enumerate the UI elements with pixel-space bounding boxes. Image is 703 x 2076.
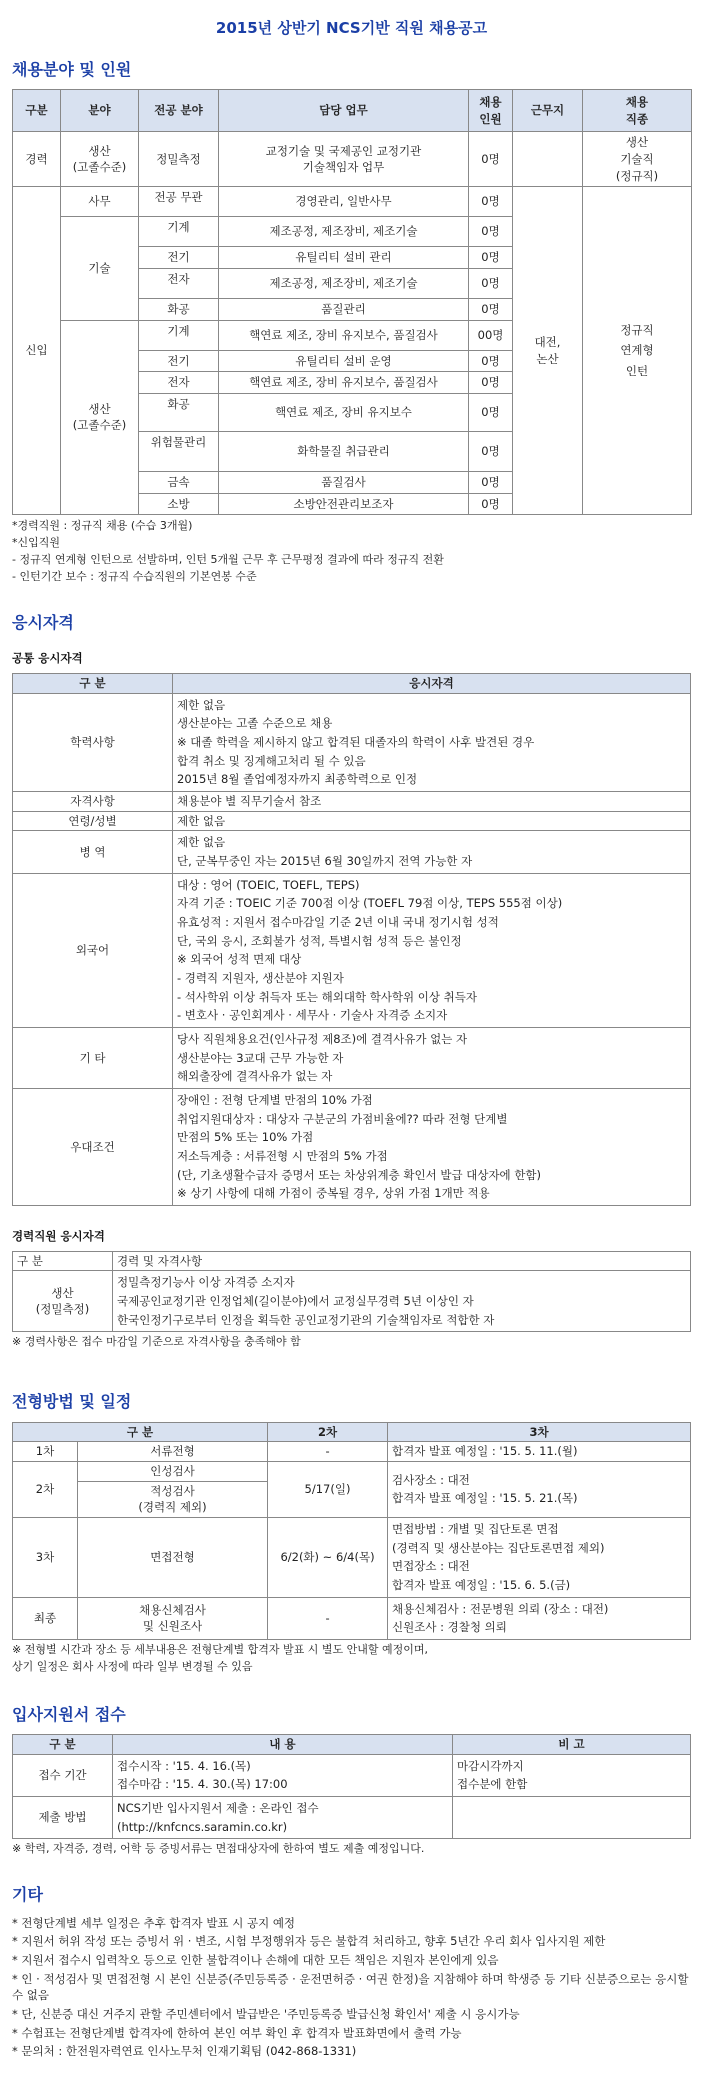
etc-item: * 수험표는 전형단계별 합격자에 한하여 본인 여부 확인 후 합격자 발표화면에서 출력 가능 (12, 2025, 462, 2040)
etc-item: * 인 · 적성검사 및 면접전형 시 본인 신분증(주민등록증 · 운전면허증 · 여권 한정)을 지참해야 하며 학생증 등 기타 신분증으로는 응시할 수 없음 (12, 1971, 689, 2003)
stage-cell: 3차 (13, 1517, 78, 1597)
date-cell: 5/17(일) (268, 1461, 388, 1517)
major-cell: 금속 (139, 471, 219, 493)
exp-line: 정밀측정기능사 이상 자격증 소지자 (117, 1275, 295, 1290)
qual-content (173, 873, 691, 1027)
col-header: 3차 (388, 1422, 691, 1442)
note-line: - 인턴기간 보수 : 정규직 수습직원의 기본연봉 수준 (12, 570, 257, 584)
col-header: 채용 직종 (583, 89, 692, 131)
duty-cell: 품질검사 (219, 471, 469, 493)
info-line: 합격자 발표 예정일 : '15. 6. 5.(금) (392, 1577, 571, 1592)
count-cell: 0명 (469, 431, 513, 471)
note-line: - 정규직 연계형 인턴으로 선발하며, 인턴 5개월 근무 후 근무평정 결과에 따라 정규직 전환 (12, 553, 444, 567)
type-cell: 정규직 연계형 인턴 (583, 187, 692, 515)
stage-name-cell: 면접전형 (78, 1517, 268, 1597)
table-row (13, 1442, 691, 1462)
field-cell: 기술 (61, 217, 139, 320)
qual-label: 학력사항 (13, 693, 173, 791)
exp-qual-title: 경력직원 응시자격 (12, 1229, 105, 1244)
qual-content: 제한 없음 (173, 811, 691, 831)
exp-qual-table (12, 1251, 691, 1333)
duty-cell: 유틸리티 설비 관리 (219, 247, 469, 269)
qual-line: - 변호사 · 공인회계사 · 세무사 · 기술사 자격증 소지자 (177, 1008, 448, 1023)
qual-label: 병 역 (13, 831, 173, 873)
table-row (13, 1797, 691, 1839)
qual-line: 합격 취소 및 징계해고처리 될 수 있음 (177, 753, 366, 768)
major-cell: 소방 (139, 493, 219, 515)
stage-name-cell: 인성검사 (78, 1461, 268, 1481)
col-header: 구 분 (13, 673, 173, 693)
note-line: *신입직원 (12, 536, 61, 550)
table-row (13, 811, 691, 831)
col-header: 담당 업무 (219, 89, 469, 131)
stage-cell: 최종 (13, 1597, 78, 1639)
qual-line: - 석사학위 이상 취득자 또는 해외대학 학사학위 이상 취득자 (177, 989, 478, 1004)
major-cell: 전기 (139, 350, 219, 372)
apply-line: NCS기반 입사지원서 제출 : 온라인 접수 (117, 1801, 319, 1816)
table-row (13, 831, 691, 873)
table-row (13, 1517, 691, 1597)
exp-line: 국제공인교정기관 인정업체(길이분야)에서 교정실무경력 5년 이상인 자 (117, 1294, 474, 1309)
count-cell: 0명 (469, 493, 513, 515)
count-cell: 0명 (469, 393, 513, 431)
qual-line: ※ 상기 사항에 대해 가점이 중복될 경우, 상위 가점 1개만 적용 (177, 1186, 490, 1201)
stage-name-cell: 적성검사 (경력직 제외) (78, 1481, 268, 1517)
major-cell: 전자 (139, 268, 219, 298)
etc-item: * 지원서 접수시 입력착오 등으로 인한 불합격이나 손해에 대한 모든 책임은 지원자 본인에게 있음 (12, 1952, 499, 1967)
location-cell: 대전, 논산 (513, 187, 583, 515)
qual-content: 채용분야 별 직무기술서 참조 (173, 791, 691, 811)
duty-cell: 품질관리 (219, 298, 469, 320)
duty-cell: 경영관리, 일반사무 (219, 187, 469, 217)
qual-label: 연령/성별 (13, 811, 173, 831)
count-cell: 0명 (469, 298, 513, 320)
qual-content (173, 1089, 691, 1206)
info-line: 면접장소 : 대전 (392, 1559, 470, 1574)
major-cell: 정밀측정 (139, 132, 219, 187)
table-row (13, 187, 692, 217)
duty-cell: 화학물질 취급관리 (219, 431, 469, 471)
table-row (13, 132, 692, 187)
table-row (13, 1754, 691, 1796)
gubun-cell: 신입 (13, 187, 61, 515)
table-row (13, 1089, 691, 1206)
etc-item: * 문의처 : 한전원자력연료 인사노무처 인재기획팀 (042-868-1331) (12, 2044, 357, 2059)
info-cell (388, 1517, 691, 1597)
stage-name-cell: 서류전형 (78, 1442, 268, 1462)
count-cell: 0명 (469, 350, 513, 372)
date-cell: - (268, 1597, 388, 1639)
col-header: 2차 (268, 1422, 388, 1442)
stage-name-cell: 채용신체검사 및 신원조사 (78, 1597, 268, 1639)
section-title-apply: 입사지원서 접수 (12, 1704, 126, 1724)
col-header: 구 분 (13, 1422, 268, 1442)
qual-line: 대상 : 영어 (TOEIC, TOEFL, TEPS) (177, 877, 360, 892)
recruit-notes (12, 518, 691, 585)
major-cell: 전기 (139, 247, 219, 269)
major-cell: 위험물관리 (139, 431, 219, 471)
count-cell: 0명 (469, 132, 513, 187)
field-cell: 생산 (고졸수준) (61, 320, 139, 515)
qual-line: 생산분야는 3교대 근무 가능한 자 (177, 1050, 344, 1065)
count-cell: 0명 (469, 471, 513, 493)
section-title-recruit: 채용분야 및 인원 (12, 59, 132, 79)
col-header: 근무지 (513, 89, 583, 131)
etc-item: * 지원서 허위 작성 또는 증빙서 위 · 변조, 시험 부정행위자 등은 불합격 처리하고, 향후 5년간 우리 회사 입사지원 제한 (12, 1934, 606, 1949)
qual-label: 외국어 (13, 873, 173, 1027)
count-cell: 0명 (469, 268, 513, 298)
qual-line: 단, 국외 응시, 조회불가 성적, 특별시험 성적 등은 불인정 (177, 933, 462, 948)
qual-line: - 경력직 지원자, 생산분야 지원자 (177, 971, 344, 986)
common-qual-table (12, 673, 691, 1206)
qual-line: 제한 없음 (177, 835, 226, 850)
qual-line: 2015년 8월 졸업예정자까지 최종학력으로 인정 (177, 772, 418, 787)
col-header: 응시자격 (173, 673, 691, 693)
date-cell: - (268, 1442, 388, 1462)
col-header: 경력 및 자격사항 (113, 1251, 691, 1271)
location-cell (513, 132, 583, 187)
major-cell: 화공 (139, 298, 219, 320)
qual-line: 해외출장에 결격사유가 없는 자 (177, 1069, 333, 1084)
count-cell: 0명 (469, 187, 513, 217)
recruit-table (12, 89, 692, 515)
info-line: 합격자 발표 예정일 : '15. 5. 21.(목) (392, 1491, 578, 1506)
qual-content (173, 693, 691, 791)
col-header: 내 용 (113, 1735, 453, 1755)
apply-line: 접수시작 : '15. 4. 16.(목) (117, 1758, 251, 1773)
col-header: 구 분 (13, 1251, 113, 1271)
info-line: 검사장소 : 대전 (392, 1472, 470, 1487)
table-row (13, 791, 691, 811)
page-title: 2015년 상반기 NCS기반 직원 채용공고 (215, 19, 488, 37)
qual-line: 자격 기준 : TOEIC 기준 700점 이상 (TOEFL 79점 이상, TEPS 555점 이상) (177, 896, 563, 911)
count-cell: 00명 (469, 320, 513, 350)
exp-line: 한국인정기구로부터 인정을 획득한 공인교정기관의 기술책임자로 적합한 자 (117, 1312, 495, 1327)
qual-line: 취업지원대상자 : 대상자 구분군의 가점비율에?? 따라 전형 단계별 (177, 1111, 508, 1126)
table-row (13, 1461, 691, 1481)
qual-line: 유효성적 : 지원서 접수마감일 기준 2년 이내 국내 정기시험 성적 (177, 915, 499, 929)
apply-header-row (13, 1735, 691, 1755)
field-cell: 생산 (고졸수준) (61, 132, 139, 187)
info-cell (388, 1461, 691, 1517)
duty-cell: 소방안전관리보조자 (219, 493, 469, 515)
info-line: 채용신체검사 : 전문병원 의뢰 (장소 : 대전) (392, 1601, 609, 1616)
qual-content (173, 1028, 691, 1089)
section-title-process: 전형방법 및 일정 (12, 1392, 132, 1412)
apply-line: 접수마감 : '15. 4. 30.(목) 17:00 (117, 1777, 288, 1792)
duty-cell: 핵연료 제조, 장비 유지보수 (219, 393, 469, 431)
duty-cell: 교정기술 및 국제공인 교정기관 기술책임자 업무 (219, 132, 469, 187)
qual-line: 제한 없음 (177, 697, 226, 712)
table-row (13, 1271, 691, 1332)
process-table (12, 1422, 691, 1640)
info-line: (경력직 및 생산분야는 집단토론면접 제외) (392, 1540, 605, 1555)
qual-line: 당사 직원채용요건(인사규정 제8조)에 결격사유가 없는 자 (177, 1032, 468, 1047)
duty-cell: 핵연료 제조, 장비 유지보수, 품질검사 (219, 372, 469, 394)
etc-item: * 단, 신분증 대신 거주지 관할 주민센터에서 발급받은 '주민등록증 발급신청 확인서' 제출 시 응시가능 (12, 2006, 520, 2021)
duty-cell: 유틸리티 설비 운영 (219, 350, 469, 372)
etc-list (12, 1915, 691, 2060)
apply-line: 마감시각까지 (457, 1758, 524, 1773)
qual-label: 자격사항 (13, 791, 173, 811)
major-cell: 기계 (139, 217, 219, 247)
apply-url: (http://knfcncs.saramin.co.kr) (117, 1819, 288, 1834)
section-title-qualification: 응시자격 (12, 613, 74, 633)
qual-header-row (13, 673, 691, 693)
count-cell: 0명 (469, 247, 513, 269)
col-header: 비 고 (453, 1735, 691, 1755)
note-line: *경력직원 : 정규직 채용 (수습 3개월) (12, 519, 193, 533)
qual-line: ※ 외국어 성적 면제 대상 (177, 952, 302, 967)
apply-note: ※ 학력, 자격증, 경력, 어학 등 증빙서류는 면접대상자에 한하여 별도 제출 예정입니다. (12, 1842, 425, 1856)
qual-line: 단, 군복무중인 자는 2015년 6월 30일까지 전역 가능한 자 (177, 853, 473, 868)
table-row (13, 1028, 691, 1089)
apply-content (113, 1797, 453, 1839)
process-notes (12, 1642, 691, 1675)
qual-label: 기 타 (13, 1028, 173, 1089)
note-line: ※ 전형별 시간과 장소 등 세부내용은 전형단계별 합격자 발표 시 별도 안내할 예정이며, (12, 1642, 428, 1656)
apply-label: 제출 방법 (13, 1797, 113, 1839)
exp-header-row (13, 1251, 691, 1271)
table-row (13, 693, 691, 791)
apply-label: 접수 기간 (13, 1754, 113, 1796)
stage-cell: 1차 (13, 1442, 78, 1462)
process-header-row (13, 1422, 691, 1442)
apply-note-cell (453, 1754, 691, 1796)
exp-label: 생산 (정밀측정) (13, 1271, 113, 1332)
field-cell: 사무 (61, 187, 139, 217)
info-cell (388, 1597, 691, 1639)
col-header: 전공 분야 (139, 89, 219, 131)
info-line: 신원조사 : 경찰청 의뢰 (392, 1620, 507, 1635)
gubun-cell: 경력 (13, 132, 61, 187)
col-header: 구분 (13, 89, 61, 131)
qual-label: 우대조건 (13, 1089, 173, 1206)
exp-note: ※ 경력사항은 접수 마감일 기준으로 자격사항을 충족해야 함 (12, 1335, 301, 1349)
etc-item: * 전형단계별 세부 일정은 추후 합격자 발표 시 공지 예정 (12, 1915, 296, 1930)
major-cell: 전자 (139, 372, 219, 394)
qual-line: 만점의 5% 또는 10% 가점 (177, 1130, 314, 1145)
apply-note-cell (453, 1797, 691, 1839)
col-header: 채용 인원 (469, 89, 513, 131)
info-line: 면접방법 : 개별 및 집단토론 면접 (392, 1521, 559, 1536)
apply-table (12, 1734, 691, 1839)
qual-line: 생산분야는 고졸 수준으로 채용 (177, 716, 333, 731)
section-title-etc: 기타 (12, 1885, 43, 1905)
major-cell: 기계 (139, 320, 219, 350)
qual-line: 저소득계층 : 서류전형 시 만점의 5% 가점 (177, 1149, 388, 1164)
count-cell: 0명 (469, 372, 513, 394)
duty-cell: 제조공정, 제조장비, 제조기술 (219, 268, 469, 298)
qual-line: (단, 기초생활수급자 증명서 또는 차상위계층 확인서 발급 대상자에 한함) (177, 1167, 542, 1182)
qual-content (173, 831, 691, 873)
duty-cell: 제조공정, 제조장비, 제조기술 (219, 217, 469, 247)
table-row (13, 873, 691, 1027)
qual-line: 장애인 : 전형 단계별 만점의 10% 가점 (177, 1093, 373, 1108)
note-line: 상기 일정은 회사 사정에 따라 일부 변경될 수 있음 (12, 1659, 253, 1673)
duty-cell: 핵연료 제조, 장비 유지보수, 품질검사 (219, 320, 469, 350)
type-cell: 생산 기술직 (정규직) (583, 132, 692, 187)
date-cell: 6/2(화) ~ 6/4(목) (268, 1517, 388, 1597)
col-header: 구 분 (13, 1735, 113, 1755)
common-qual-title: 공통 응시자격 (12, 651, 83, 666)
apply-content (113, 1754, 453, 1796)
apply-line: 접수분에 한함 (457, 1777, 528, 1792)
info-cell: 합격자 발표 예정일 : '15. 5. 11.(월) (388, 1442, 691, 1462)
qual-line: ※ 대졸 학력을 제시하지 않고 합격된 대졸자의 학력이 사후 발견된 경우 (177, 734, 535, 749)
exp-content (113, 1271, 691, 1332)
table-row (13, 1597, 691, 1639)
count-cell: 0명 (469, 217, 513, 247)
major-cell: 화공 (139, 393, 219, 431)
major-cell: 전공 무관 (139, 187, 219, 217)
stage-cell: 2차 (13, 1461, 78, 1517)
col-header: 분야 (61, 89, 139, 131)
recruit-header-row (13, 89, 692, 131)
